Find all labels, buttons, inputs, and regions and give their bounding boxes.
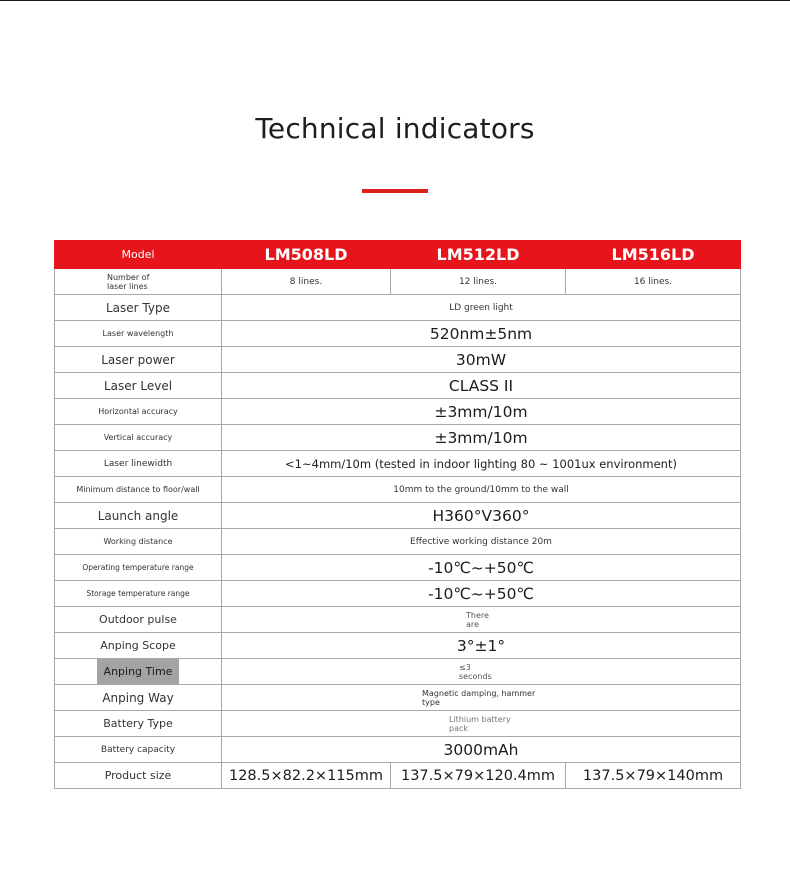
row-laser-power — [55, 347, 741, 373]
row-anping-way — [55, 685, 741, 711]
label-laser-linewidth: Laser linewidth — [55, 451, 222, 477]
label-laser-power: Laser power — [55, 347, 222, 373]
row-product-size — [55, 763, 741, 789]
label-storage-temp: Storage temperature range — [55, 581, 222, 607]
value-laser-lines-516: 16 lines. — [566, 269, 741, 295]
label-min-distance: Minimum distance to floor/wall — [55, 477, 222, 503]
top-rule — [0, 0, 790, 1]
value-battery-type: Lithium battery pack — [222, 711, 741, 737]
value-laser-type: LD green light — [222, 295, 741, 321]
row-vertical-accuracy — [55, 425, 741, 451]
label-laser-lines: Number of laser lines — [55, 269, 222, 295]
label-laser-type: Laser Type — [55, 295, 222, 321]
model-lm516ld: LM516LD — [566, 241, 741, 269]
label-laser-wavelength: Laser wavelength — [55, 321, 222, 347]
value-vertical-accuracy: ±3mm/10m — [222, 425, 741, 451]
value-laser-level: CLASS II — [222, 373, 741, 399]
label-anping-scope: Anping Scope — [55, 633, 222, 659]
value-laser-lines-508: 8 lines. — [222, 269, 391, 295]
value-anping-scope: 3°±1° — [222, 633, 741, 659]
value-product-size-508: 128.5×82.2×115mm — [222, 763, 391, 789]
value-anping-time: ≤3 seconds — [222, 659, 741, 685]
row-laser-wavelength — [55, 321, 741, 347]
model-lm508ld: LM508LD — [222, 241, 391, 269]
label-laser-level: Laser Level — [55, 373, 222, 399]
label-anping-time-cell — [55, 659, 222, 685]
label-anping-time: Anping Time — [97, 659, 180, 684]
row-laser-linewidth — [55, 451, 741, 477]
row-battery-type — [55, 711, 741, 737]
row-horizontal-accuracy — [55, 399, 741, 425]
row-storage-temp — [55, 581, 741, 607]
spec-table — [54, 240, 741, 789]
row-anping-time — [55, 659, 741, 685]
value-product-size-512: 137.5×79×120.4mm — [391, 763, 566, 789]
value-outdoor-pulse: There are — [222, 607, 741, 633]
label-launch-angle: Launch angle — [55, 503, 222, 529]
model-lm512ld: LM512LD — [391, 241, 566, 269]
value-working-distance: Effective working distance 20m — [222, 529, 741, 555]
row-anping-scope — [55, 633, 741, 659]
value-product-size-516: 137.5×79×140mm — [566, 763, 741, 789]
row-laser-lines — [55, 269, 741, 295]
row-laser-level — [55, 373, 741, 399]
value-horizontal-accuracy: ±3mm/10m — [222, 399, 741, 425]
label-battery-type: Battery Type — [55, 711, 222, 737]
value-storage-temp: -10℃~+50℃ — [222, 581, 741, 607]
row-battery-capacity — [55, 737, 741, 763]
label-horizontal-accuracy: Horizontal accuracy — [55, 399, 222, 425]
value-laser-lines-512: 12 lines. — [391, 269, 566, 295]
label-outdoor-pulse: Outdoor pulse — [55, 607, 222, 633]
label-vertical-accuracy: Vertical accuracy — [55, 425, 222, 451]
title-accent-bar — [362, 189, 428, 193]
value-laser-wavelength: 520nm±5nm — [222, 321, 741, 347]
row-min-distance — [55, 477, 741, 503]
value-min-distance: 10mm to the ground/10mm to the wall — [222, 477, 741, 503]
value-laser-linewidth: <1~4mm/10m (tested in indoor lighting 80 ~ 1001ux environment) — [222, 451, 741, 477]
header-row — [55, 241, 741, 269]
row-laser-type — [55, 295, 741, 321]
header-label: Model — [55, 241, 222, 269]
label-product-size: Product size — [55, 763, 222, 789]
row-outdoor-pulse — [55, 607, 741, 633]
row-launch-angle — [55, 503, 741, 529]
value-operating-temp: -10℃~+50℃ — [222, 555, 741, 581]
value-battery-capacity: 3000mAh — [222, 737, 741, 763]
value-launch-angle: H360°V360° — [222, 503, 741, 529]
label-working-distance: Working distance — [55, 529, 222, 555]
label-operating-temp: Operating temperature range — [55, 555, 222, 581]
label-battery-capacity: Battery capacity — [55, 737, 222, 763]
label-anping-way: Anping Way — [55, 685, 222, 711]
row-working-distance — [55, 529, 741, 555]
value-anping-way: Magnetic damping, hammer type — [222, 685, 741, 711]
value-laser-power: 30mW — [222, 347, 741, 373]
page-title: Technical indicators — [255, 112, 535, 145]
row-operating-temp — [55, 555, 741, 581]
